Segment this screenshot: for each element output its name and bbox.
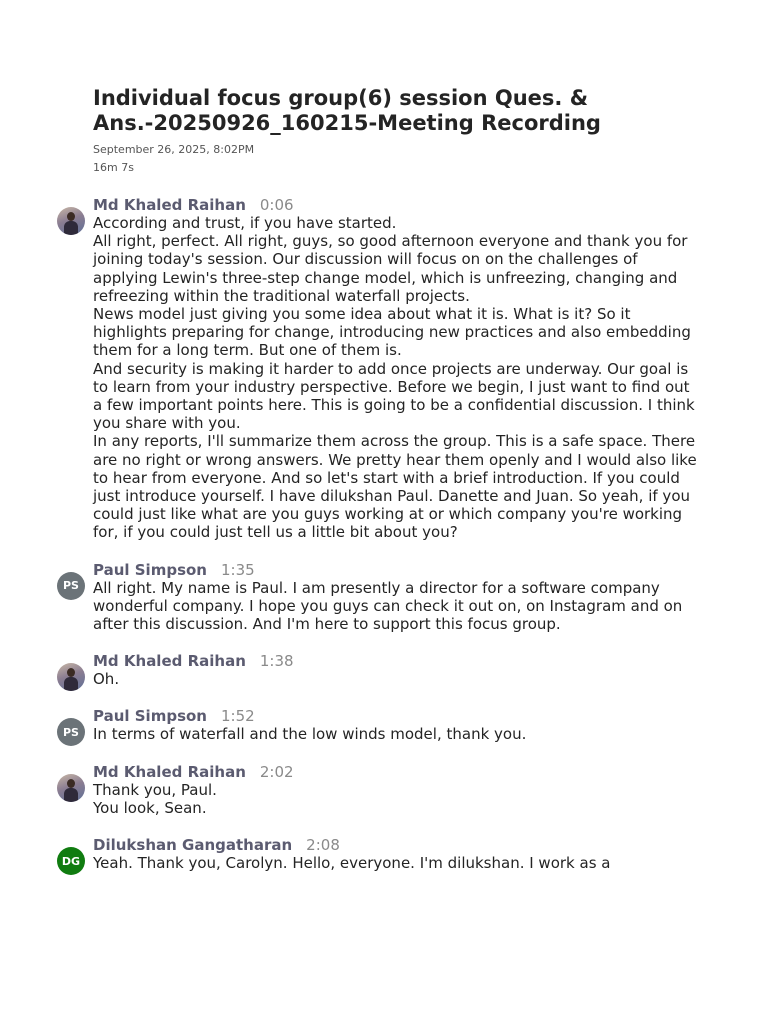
avatar-torso xyxy=(64,221,78,235)
speaker-line xyxy=(93,707,697,725)
speaker-name[interactable]: Paul Simpson xyxy=(93,560,207,579)
message-text: Yeah. Thank you, Carolyn. Hello, everyone. I'm dilukshan. I work as a xyxy=(93,854,611,873)
avatar-initials[interactable] xyxy=(57,718,85,746)
avatar-photo[interactable] xyxy=(57,663,85,691)
message-text: In any reports, I'll summarize them across the group. This is a safe space. There are no right or wrong answers. We pretty hear them openly and I would also like to hear from everyone. And so let's start with a brief introduction. If you could just introduce yourself. I have dilukshan Paul. Danette and Juan. So yeah, if you could just like what are you guys working at or which company you're working for, if you could just tell us a little bit about you? xyxy=(93,432,697,542)
avatar-head xyxy=(67,779,75,788)
message-text: According and trust, if you have started. xyxy=(93,214,397,232)
timestamp[interactable]: 2:08 xyxy=(306,836,340,855)
avatar-photo[interactable] xyxy=(57,207,85,235)
avatar-initials[interactable] xyxy=(57,847,85,875)
speaker-line xyxy=(93,652,697,670)
transcript-entry xyxy=(57,707,697,743)
speaker-line xyxy=(93,836,697,854)
timestamp[interactable]: 2:02 xyxy=(259,762,294,781)
message-text: Thank you, Paul. xyxy=(93,780,217,799)
transcript-entry xyxy=(57,196,697,542)
timestamp[interactable]: 1:38 xyxy=(259,652,294,671)
message-text: In terms of waterfall and the low winds model, thank you. xyxy=(93,725,527,744)
transcript-entry xyxy=(57,763,697,817)
speaker-name[interactable]: Md Khaled Raihan xyxy=(93,652,246,671)
transcript-entry xyxy=(57,652,697,688)
avatar-head xyxy=(67,668,75,677)
timestamp[interactable]: 1:35 xyxy=(220,560,255,579)
message-text: Oh. xyxy=(93,670,120,689)
speaker-line xyxy=(93,196,697,214)
message-text: All right. My name is Paul. I am presently a director for a software company wonderful company. I hope you guys can check it out on, on Instagram and on after this discussion. And I'm here to support this focus group. xyxy=(93,578,683,634)
speaker-name[interactable]: Dilukshan Gangatharan xyxy=(93,836,293,855)
meeting-header xyxy=(93,86,693,177)
meeting-title: Individual focus group(6) session Ques. & Ans.-20250926_160215-Meeting Recording xyxy=(93,86,601,135)
message-text: All right, perfect. All right, guys, so good afternoon everyone and thank you for joining today's session. Our discussion will focus on on the challenges of applying Lewin's three-step change model, which is unfreezing, changing and refreezing within the traditional waterfall projects. xyxy=(93,232,688,305)
transcript-entry xyxy=(57,561,697,634)
message-text: And security is making it harder to add once projects are underway. Our goal is to learn from your industry perspective. Before we begin, I just want to find out a few important points here. This is going to be a confidential discussion. I think you share with you. xyxy=(93,359,695,433)
speaker-name[interactable]: Md Khaled Raihan xyxy=(93,762,246,781)
speaker-name[interactable]: Paul Simpson xyxy=(93,707,207,726)
transcript-entry xyxy=(57,836,697,872)
message-text: News model just giving you some idea about what it is. What is it? So it highlights preparing for change, introducing new practices and also embedding them for a long term. But one of them is. xyxy=(93,305,691,360)
speaker-line xyxy=(93,561,697,579)
timestamp[interactable]: 0:06 xyxy=(259,196,294,214)
speaker-line xyxy=(93,763,697,781)
avatar-torso xyxy=(64,677,78,691)
avatar-initials-text: DG xyxy=(61,854,81,868)
avatar-photo[interactable] xyxy=(57,774,85,802)
avatar-initials[interactable] xyxy=(57,572,85,600)
meeting-date: September 26, 2025, 8:02PM xyxy=(93,143,255,156)
timestamp[interactable]: 1:52 xyxy=(220,707,255,726)
transcript-list xyxy=(57,195,697,891)
avatar-initials-text: PS xyxy=(63,579,79,593)
meeting-duration: 16m 7s xyxy=(93,161,134,174)
speaker-name[interactable]: Md Khaled Raihan xyxy=(93,196,246,214)
avatar-torso xyxy=(64,788,78,802)
avatar-head xyxy=(67,212,75,221)
message-text: You look, Sean. xyxy=(93,798,207,817)
avatar-initials-text: PS xyxy=(63,725,79,739)
